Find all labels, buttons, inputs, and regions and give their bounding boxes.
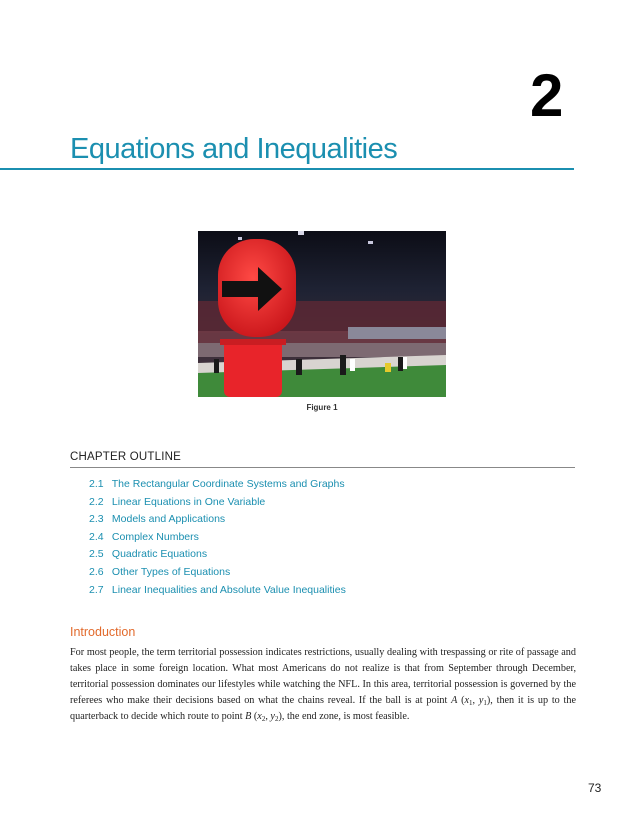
outline-item-title: Linear Equations in One Variable <box>111 495 266 508</box>
outline-item-2-3[interactable] <box>89 511 346 529</box>
title-divider <box>0 168 574 170</box>
intro-text-part: then it is up to the quarterback to decide which route to point <box>70 695 576 722</box>
outline-item-2-4[interactable] <box>89 529 346 547</box>
outline-item-title: Quadratic Equations <box>111 548 208 561</box>
outline-item-2-1[interactable] <box>89 476 346 494</box>
introduction-paragraph: For most people, the term territorial possession indicates restrictions, usually dealing with trespassing or rite of passage and takes place in some foreign location. What most Americans do not realize is that from September through December, territorial possession dominates our lifestyles while watching the NFL. In this area, territorial possession is governed by the referees who make their decisions based on what the chains reveal. If the ball is at point A ($x_1$, $y_1$), then it is up to the quarterback to decide which route to point B ($x_2$, $y_2$), the end zone, is most feasible. <box>70 647 576 723</box>
outline-item-title: Models and Applications <box>111 513 226 526</box>
point-b-y-sub: 2 <box>274 715 279 723</box>
intro-text-part: the end zone, is most feasible. <box>286 711 410 722</box>
outline-item-number: 2.3 <box>89 513 104 526</box>
point-a-x-sub: 1 <box>469 699 473 707</box>
outline-item-number: 2.7 <box>89 583 104 596</box>
outline-item-number: 2.6 <box>89 565 104 578</box>
outline-item-2-7[interactable] <box>89 582 346 600</box>
point-b-y: y <box>270 711 275 722</box>
outline-item-2-5[interactable] <box>89 546 346 564</box>
outline-divider <box>70 467 575 468</box>
chapter-number: 2 <box>530 62 564 129</box>
football-field-photo <box>198 231 446 397</box>
introduction-heading: Introduction <box>70 625 136 639</box>
point-a-y: y <box>478 695 484 706</box>
chapter-title: Equations and Inequalities <box>70 133 398 165</box>
outline-item-number: 2.2 <box>89 495 104 508</box>
outline-item-title: The Rectangular Coordinate Systems and Graphs <box>111 478 345 490</box>
point-b-x-sub: 2 <box>261 715 266 723</box>
point-b-x: x <box>257 711 262 722</box>
figure-caption: Figure 1 <box>306 403 338 412</box>
outline-item-2-6[interactable] <box>89 564 346 582</box>
point-b-label: B <box>245 711 252 722</box>
point-a-label: A <box>451 695 458 706</box>
outline-item-2-2[interactable] <box>89 494 346 512</box>
page-number: 73 <box>588 781 602 795</box>
outline-item-title: Linear Inequalities and Absolute Value Inequalities <box>111 583 346 596</box>
outline-item-title: Complex Numbers <box>111 530 199 543</box>
chapter-figure <box>198 231 446 397</box>
outline-item-number: 2.5 <box>89 548 104 561</box>
chapter-outline-heading: CHAPTER OUTLINE <box>70 451 181 463</box>
chapter-outline-list <box>89 476 346 599</box>
outline-item-number: 2.1 <box>89 478 104 490</box>
point-a-y-sub: 1 <box>483 699 487 707</box>
point-a-x: x <box>464 695 470 706</box>
outline-item-title: Other Types of Equations <box>111 565 231 578</box>
intro-text-part: For most people, the term territorial possession indicates restrictions, usually dealing with trespassing or rite of passage and takes place in some foreign location. What most Americans do not realize is that from September through December, territorial possession dominates our lifestyles while watching the NFL. In this area, territorial possession is governed by the referees who make their decisions based on what the chains reveal. If the ball is at point <box>70 647 576 706</box>
outline-item-number: 2.4 <box>89 530 104 543</box>
